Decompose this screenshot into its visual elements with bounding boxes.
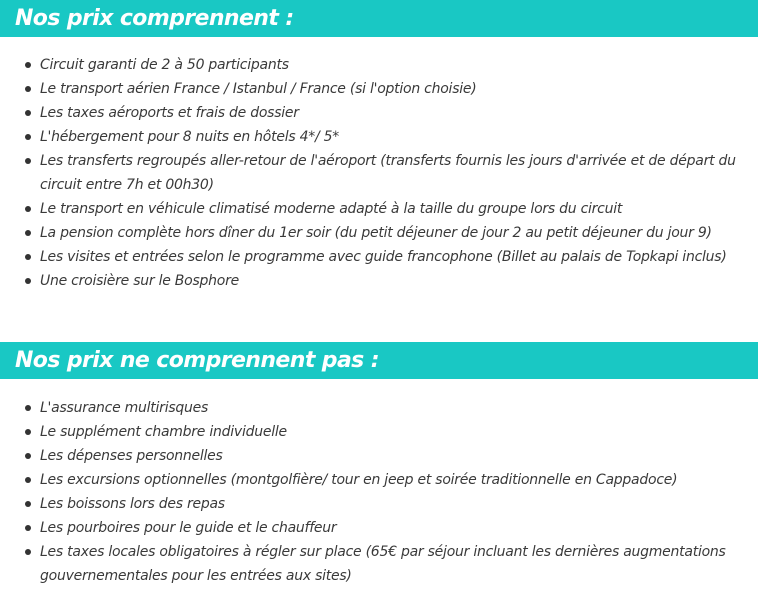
list-item-text: Le transport en véhicule climatisé moderne adapté à la taille du groupe lors du circuit: [40, 201, 623, 217]
bullet-icon: [25, 86, 31, 92]
bullet-icon: [25, 278, 31, 284]
bullet-icon: [25, 501, 31, 507]
list-item: [0, 444, 758, 468]
list-item-text: Les boissons lors des repas: [40, 496, 225, 512]
included-list: [0, 53, 758, 293]
list-item: [0, 101, 758, 125]
excluded-banner: [0, 342, 758, 379]
list-item-text: L'hébergement pour 8 nuits en hôtels 4*/ 5*: [40, 129, 340, 145]
list-item-text: Circuit garanti de 2 à 50 participants: [40, 57, 289, 73]
bullet-icon: [25, 254, 31, 260]
list-item: [0, 149, 758, 197]
excluded-title: Nos prix ne comprennent pas :: [15, 348, 379, 373]
list-item-text: Le transport aérien France / Istanbul / France (si l'option choisie): [40, 81, 477, 97]
list-item-text: Les dépenses personnelles: [40, 448, 223, 464]
list-item-text: Les transferts regroupés aller-retour de l'aéroport (transferts fournis les jours d'arrivée et de départ du circuit entre 7h et 00h30): [40, 153, 736, 193]
bullet-icon: [25, 453, 31, 459]
list-item-text: Les visites et entrées selon le programme avec guide francophone (Billet au palais de Topkapi inclus): [40, 249, 727, 265]
bullet-icon: [25, 525, 31, 531]
bullet-icon: [25, 405, 31, 411]
bullet-icon: [25, 134, 31, 140]
included-section: [0, 0, 758, 293]
included-title: Nos prix comprennent :: [15, 6, 294, 31]
list-item-text: Le supplément chambre individuelle: [40, 424, 287, 440]
bullet-icon: [25, 429, 31, 435]
list-item: [0, 197, 758, 221]
list-item: [0, 245, 758, 269]
list-item-text: Les taxes locales obligatoires à régler sur place (65€ par séjour incluant les dernières augmentations gouvernementales pour les entrées aux sites): [40, 544, 726, 584]
excluded-list: [0, 396, 758, 588]
bullet-icon: [25, 110, 31, 116]
list-item: [0, 420, 758, 444]
bullet-icon: [25, 62, 31, 68]
bullet-icon: [25, 230, 31, 236]
list-item: [0, 221, 758, 245]
list-item: [0, 269, 758, 293]
list-item: [0, 540, 758, 588]
list-item-text: L'assurance multirisques: [40, 400, 209, 416]
list-item-text: Les pourboires pour le guide et le chauffeur: [40, 520, 337, 536]
list-item: [0, 396, 758, 420]
bullet-icon: [25, 549, 31, 555]
excluded-section: [0, 342, 758, 588]
list-item-text: La pension complète hors dîner du 1er soir (du petit déjeuner de jour 2 au petit déjeuner du jour 9): [40, 225, 712, 241]
included-banner: [0, 0, 758, 37]
bullet-icon: [25, 206, 31, 212]
list-item-text: Une croisière sur le Bosphore: [40, 273, 239, 289]
list-item: [0, 77, 758, 101]
list-item: [0, 125, 758, 149]
bullet-icon: [25, 477, 31, 483]
list-item-text: Les taxes aéroports et frais de dossier: [40, 105, 299, 121]
bullet-icon: [25, 158, 31, 164]
list-item: [0, 516, 758, 540]
list-item: [0, 492, 758, 516]
list-item: [0, 468, 758, 492]
list-item-text: Les excursions optionnelles (montgolfière/ tour en jeep et soirée traditionnelle en Cappadoce): [40, 472, 678, 488]
list-item: [0, 53, 758, 77]
